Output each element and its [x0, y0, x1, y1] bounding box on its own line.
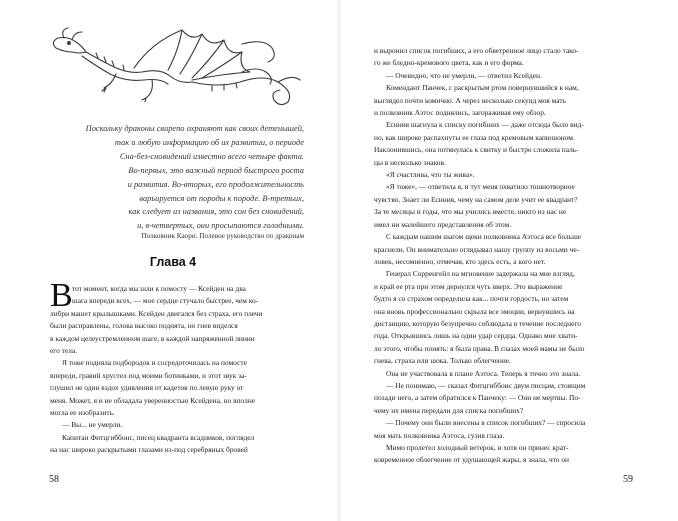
text-line: ковременное облегчение от удушающей жары, я знала, что он — [374, 455, 570, 465]
epigraph-line: Сна-без-сновидений известно всего четыре факта. — [119, 151, 304, 161]
text-line: года. Открывшись лишь на один удар сердца. Однако мне хвати- — [374, 331, 578, 341]
epigraph-line: и, в-четвертых, они просыпаются голодными. — [137, 221, 304, 231]
page-number-right: 59 — [623, 474, 633, 485]
epigraph-line: как следует из названия, это сон без сновидений, — [128, 207, 304, 217]
text-line: го же бледно-кремового цвета, как и его форма. — [374, 58, 524, 68]
text-line: будто я со страхом определила как... почти гордость, но затем — [374, 294, 569, 304]
text-line: краснели. Он внимательно оглядывал нашу группу из восьми че- — [374, 244, 580, 254]
text-line: Капитан Фитцгиббонс, писец квадранта всадников, поглядел — [62, 432, 255, 442]
text-line: либри машет крылышками. Ксейден двигался без страха, его плечи — [50, 308, 263, 318]
text-line: в каждом целеустремленном шаге, в каждой напряженной линии — [50, 333, 255, 343]
text-line: «Я счастлива, что ты жива». — [386, 170, 475, 180]
right-page — [339, 0, 678, 521]
text-line: — Не понимаю, — сказал Фитцгиббонс двум писцам, стоящим — [386, 380, 586, 390]
text-line: чему их имена передали для списка погибших? — [374, 405, 524, 415]
text-line: Мимо пролетел холодный ветерок, и хотя он принес крат- — [386, 443, 569, 452]
text-line: Есиния шагнула к списку погибших — даже отсюда было вид- — [386, 120, 584, 130]
drop-cap: В — [50, 277, 73, 314]
text-line: — Вы... не умерли. — [62, 420, 123, 430]
text-line: могла ее изобразить. — [50, 408, 115, 418]
text-line: гнева, страха или шока. Только облегчение. — [374, 356, 511, 366]
text-line: моя мать полковника Аэтоса, сузив глаза. — [374, 430, 505, 440]
text-line: тот момент, когда мы шли к помосту — Ксейден на два — [72, 284, 246, 293]
text-line: Наклонившись, она потянулась к свитку и быстро сложила паль- — [374, 145, 579, 155]
left-body-text — [50, 277, 307, 457]
text-line: За те месяцы и годы, что мы учились вместе, никто из нас не — [374, 207, 567, 217]
text-line: и выронил список погибших, а его обветренное лицо стало тако- — [374, 46, 579, 55]
page-number-left: 58 — [49, 474, 59, 485]
text-line: С каждым нашим шагом щеки полковника Аэтоса все больше — [386, 232, 582, 242]
text-line: дистанцию, которую безупречно соблюдала в течение последнего — [374, 318, 581, 328]
text-line: ло этого, чтобы понять: я была права. В глазах моей мамы не было — [374, 343, 585, 353]
text-line: и полковник Аэтос поднялись, загораживая ему обзор. — [374, 108, 546, 118]
text-line: но, как широко распахнуты ее глаза под кремовым капюшоном. — [374, 132, 575, 142]
text-line: Она не участвовала в плане Аэтоса. Теперь я точно это знала. — [386, 368, 581, 378]
text-line: Генерал Сорренгейл на мгновение задержала на мне взгляд, — [386, 269, 575, 279]
text-line: чувство. Знает ли Есиния, чему на самом деле учит ее квадрант? — [374, 194, 578, 204]
text-line: глушил не один вздох удивления от кадетов по левую руку от — [50, 383, 244, 393]
epigraph-line: Во-первых, это важный период быстрого роста — [128, 165, 304, 175]
text-line: позади него, а затем обратился к Панчеку: — Они не мертвы. По- — [374, 393, 581, 403]
right-body-text — [374, 45, 649, 467]
text-line: ловек, несомненно, отмечая, кто здесь есть, а кого нет. — [374, 256, 546, 266]
text-line: на нас широко раскрытыми глазами из-под серебряных бровей — [50, 445, 248, 455]
chapter-title: Глава 4 — [149, 255, 197, 269]
text-line: его тела. — [50, 346, 77, 356]
epigraph-line: так и любую информацию об их развитии, о периоде — [114, 137, 304, 147]
epigraph-attribution: Полковник Каори. Полевое руководство по драконам — [141, 232, 304, 240]
epigraph-line: и развития. Во-вторых, его продолжительность — [127, 179, 304, 189]
dragon-illustration-icon — [42, 22, 312, 110]
text-line: были расправлены, голова высоко поднята, но гнев виделся — [50, 321, 238, 331]
epigraph-line: Поскольку драконы свирепо охраняют как своих детенышей, — [85, 124, 304, 133]
text-line: и край ее рта при этом дернулся чуть вверх. Это выражение — [374, 281, 563, 291]
text-line: шага впереди всех, — мое сердце стучало быстрее, чем ко- — [72, 296, 259, 306]
text-line: Я тоже подняла подбородок и сосредоточилась на помосте — [62, 358, 247, 368]
text-line: впереди, гравий хрустел под моими ботинками, и этот звук за- — [50, 370, 247, 380]
text-line: имел ни малейшего представления об этом. — [374, 219, 512, 229]
text-line: она вновь профессионально скрыла все эмоции, вернувшись на — [374, 306, 575, 316]
text-line: цы в несколько знаков. — [374, 157, 446, 167]
text-line: «Я тоже», — ответила я, и тут меня охватило тошнотворное — [386, 182, 575, 192]
text-line: — Почему они были внесены в список погибших? — спросила — [386, 418, 586, 428]
text-line: Комендант Панчек, с раскрытым ртом повернувшийся к нам, — [386, 83, 579, 93]
epigraph — [48, 122, 304, 233]
text-line: меня. Может, я и не обладала уверенностью Ксейдена, но вполне — [50, 395, 256, 405]
text-line: — Очевидно, что не умерли, — ответил Ксейден. — [386, 70, 542, 80]
text-line: выглядел почти комично. А через несколько секунд моя мать — [374, 95, 566, 105]
epigraph-line: варьируется от породы к породе. В-третьих, — [139, 193, 304, 203]
